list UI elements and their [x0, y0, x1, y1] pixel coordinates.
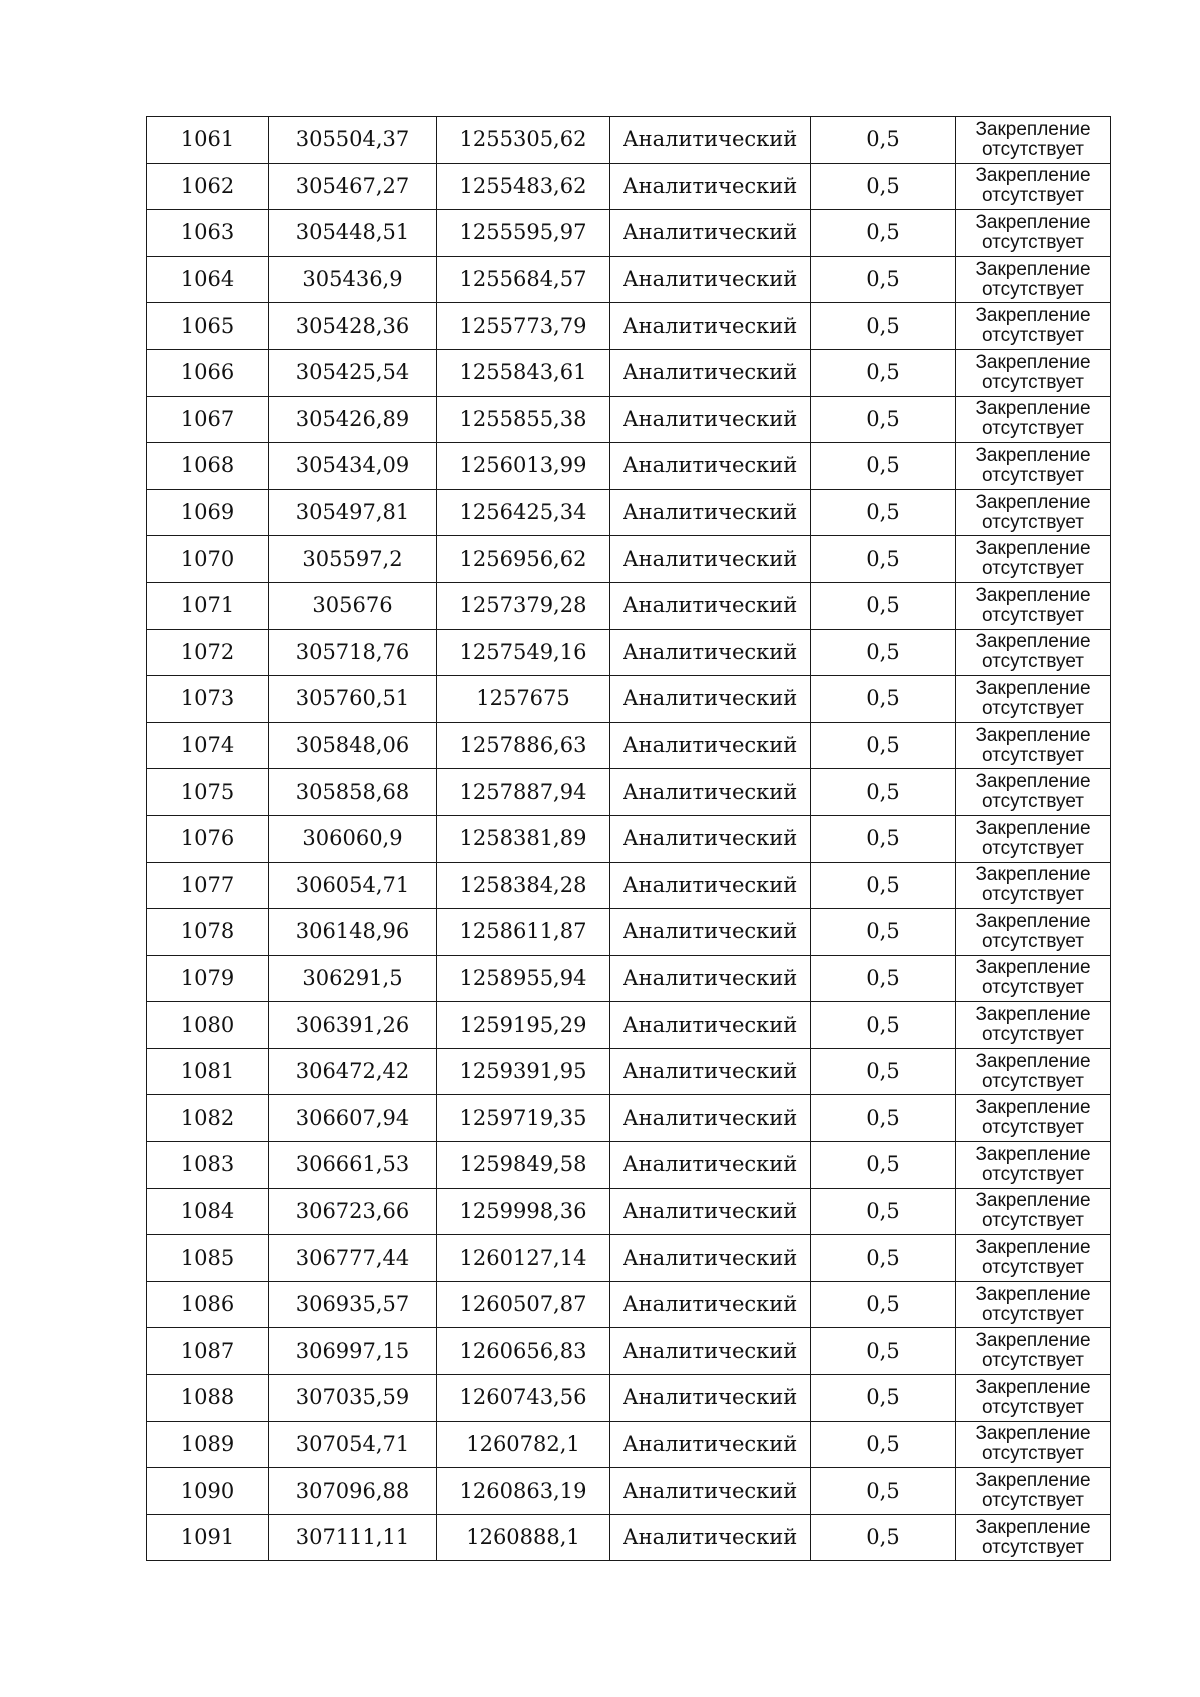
table-row	[147, 815, 1111, 862]
table-row	[147, 909, 1111, 956]
fixation-cell	[956, 396, 1111, 443]
point-number-cell: 1073	[147, 676, 269, 723]
table-row	[147, 676, 1111, 723]
fixation-text-line: отсутствует	[982, 371, 1084, 393]
table-row	[147, 117, 1111, 164]
method-cell: Аналитический	[610, 676, 811, 723]
point-number-cell: 1061	[147, 117, 269, 164]
fixation-text-line: Закрепление	[975, 258, 1091, 280]
table-row	[147, 1235, 1111, 1282]
point-number-cell: 1072	[147, 629, 269, 676]
x-coordinate-cell: 305504,37	[269, 117, 437, 164]
y-coordinate-cell: 1257379,28	[437, 582, 610, 629]
fixation-cell	[956, 303, 1111, 350]
point-number-cell: 1062	[147, 163, 269, 210]
method-cell: Аналитический	[610, 722, 811, 769]
fixation-text-line: отсутствует	[982, 1070, 1084, 1092]
fixation-cell	[956, 1328, 1111, 1375]
fixation-cell	[956, 117, 1111, 164]
table-row	[147, 303, 1111, 350]
table-row	[147, 629, 1111, 676]
x-coordinate-cell: 305858,68	[269, 769, 437, 816]
table-row	[147, 536, 1111, 583]
fixation-text-line: Закрепление	[975, 864, 1091, 886]
accuracy-cell: 0,5	[811, 1188, 956, 1235]
table-row	[147, 210, 1111, 257]
table-row	[147, 722, 1111, 769]
fixation-text-line: отсутствует	[982, 837, 1084, 859]
fixation-cell	[956, 1375, 1111, 1422]
y-coordinate-cell: 1260743,56	[437, 1375, 610, 1422]
accuracy-cell: 0,5	[811, 955, 956, 1002]
fixation-cell	[956, 1002, 1111, 1049]
table-row	[147, 1468, 1111, 1515]
y-coordinate-cell: 1258384,28	[437, 862, 610, 909]
fixation-text-line: Закрепление	[975, 1050, 1091, 1072]
fixation-cell	[956, 1095, 1111, 1142]
fixation-text-line: отсутствует	[982, 418, 1084, 440]
method-cell: Аналитический	[610, 1514, 811, 1561]
table-row	[147, 1142, 1111, 1189]
x-coordinate-cell: 305597,2	[269, 536, 437, 583]
point-number-cell: 1071	[147, 582, 269, 629]
fixation-text-line: отсутствует	[982, 558, 1084, 580]
method-cell: Аналитический	[610, 117, 811, 164]
fixation-text-line: отсутствует	[982, 278, 1084, 300]
fixation-text-line: отсутствует	[982, 138, 1084, 160]
method-cell: Аналитический	[610, 1468, 811, 1515]
y-coordinate-cell: 1256956,62	[437, 536, 610, 583]
y-coordinate-cell: 1259849,58	[437, 1142, 610, 1189]
document-page	[146, 116, 1110, 1561]
point-number-cell: 1087	[147, 1328, 269, 1375]
fixation-text-line: Закрепление	[975, 957, 1091, 979]
fixation-text-line: Закрепление	[975, 444, 1091, 466]
accuracy-cell: 0,5	[811, 1421, 956, 1468]
accuracy-cell: 0,5	[811, 769, 956, 816]
accuracy-cell: 0,5	[811, 1142, 956, 1189]
accuracy-cell: 0,5	[811, 489, 956, 536]
point-number-cell: 1067	[147, 396, 269, 443]
table-row	[147, 1095, 1111, 1142]
fixation-cell	[956, 443, 1111, 490]
y-coordinate-cell: 1255595,97	[437, 210, 610, 257]
y-coordinate-cell: 1260656,83	[437, 1328, 610, 1375]
method-cell: Аналитический	[610, 955, 811, 1002]
accuracy-cell: 0,5	[811, 256, 956, 303]
accuracy-cell: 0,5	[811, 1328, 956, 1375]
fixation-text-line: Закрепление	[975, 1423, 1091, 1445]
fixation-cell	[956, 722, 1111, 769]
y-coordinate-cell: 1257887,94	[437, 769, 610, 816]
fixation-cell	[956, 955, 1111, 1002]
y-coordinate-cell: 1260127,14	[437, 1235, 610, 1282]
method-cell: Аналитический	[610, 1188, 811, 1235]
fixation-text-line: отсутствует	[982, 604, 1084, 626]
method-cell: Аналитический	[610, 629, 811, 676]
y-coordinate-cell: 1258381,89	[437, 815, 610, 862]
fixation-cell	[956, 163, 1111, 210]
x-coordinate-cell: 306472,42	[269, 1048, 437, 1095]
table-row	[147, 1002, 1111, 1049]
method-cell: Аналитический	[610, 862, 811, 909]
y-coordinate-cell: 1259195,29	[437, 1002, 610, 1049]
fixation-text-line: отсутствует	[982, 1350, 1084, 1372]
point-number-cell: 1077	[147, 862, 269, 909]
fixation-cell	[956, 909, 1111, 956]
fixation-text-line: Закрепление	[975, 165, 1091, 187]
fixation-cell	[956, 815, 1111, 862]
method-cell: Аналитический	[610, 349, 811, 396]
accuracy-cell: 0,5	[811, 163, 956, 210]
x-coordinate-cell: 306997,15	[269, 1328, 437, 1375]
accuracy-cell: 0,5	[811, 582, 956, 629]
fixation-text-line: Закрепление	[975, 1283, 1091, 1305]
x-coordinate-cell: 306607,94	[269, 1095, 437, 1142]
point-number-cell: 1079	[147, 955, 269, 1002]
table-row	[147, 1421, 1111, 1468]
x-coordinate-cell: 305497,81	[269, 489, 437, 536]
point-number-cell: 1088	[147, 1375, 269, 1422]
x-coordinate-cell: 307054,71	[269, 1421, 437, 1468]
fixation-cell	[956, 582, 1111, 629]
fixation-cell	[956, 210, 1111, 257]
fixation-cell	[956, 1421, 1111, 1468]
accuracy-cell: 0,5	[811, 443, 956, 490]
point-number-cell: 1065	[147, 303, 269, 350]
x-coordinate-cell: 305467,27	[269, 163, 437, 210]
y-coordinate-cell: 1259719,35	[437, 1095, 610, 1142]
fixation-cell	[956, 1235, 1111, 1282]
point-number-cell: 1090	[147, 1468, 269, 1515]
x-coordinate-cell: 306935,57	[269, 1281, 437, 1328]
table-row	[147, 862, 1111, 909]
y-coordinate-cell: 1258955,94	[437, 955, 610, 1002]
fixation-text-line: Закрепление	[975, 1004, 1091, 1026]
fixation-text-line: отсутствует	[982, 1443, 1084, 1465]
method-cell: Аналитический	[610, 1048, 811, 1095]
table-row	[147, 443, 1111, 490]
accuracy-cell: 0,5	[811, 862, 956, 909]
coordinates-table	[146, 116, 1111, 1561]
y-coordinate-cell: 1260782,1	[437, 1421, 610, 1468]
accuracy-cell: 0,5	[811, 536, 956, 583]
fixation-text-line: отсутствует	[982, 1303, 1084, 1325]
point-number-cell: 1084	[147, 1188, 269, 1235]
y-coordinate-cell: 1257886,63	[437, 722, 610, 769]
fixation-text-line: отсутствует	[982, 325, 1084, 347]
fixation-text-line: отсутствует	[982, 185, 1084, 207]
fixation-text-line: Закрепление	[975, 771, 1091, 793]
accuracy-cell: 0,5	[811, 1514, 956, 1561]
table-row	[147, 582, 1111, 629]
y-coordinate-cell: 1255855,38	[437, 396, 610, 443]
point-number-cell: 1076	[147, 815, 269, 862]
fixation-text-line: отсутствует	[982, 977, 1084, 999]
fixation-text-line: Закрепление	[975, 631, 1091, 653]
point-number-cell: 1083	[147, 1142, 269, 1189]
y-coordinate-cell: 1260507,87	[437, 1281, 610, 1328]
fixation-cell	[956, 489, 1111, 536]
fixation-text-line: Закрепление	[975, 1190, 1091, 1212]
point-number-cell: 1074	[147, 722, 269, 769]
fixation-cell	[956, 769, 1111, 816]
fixation-text-line: Закрепление	[975, 118, 1091, 140]
fixation-cell	[956, 256, 1111, 303]
method-cell: Аналитический	[610, 1235, 811, 1282]
accuracy-cell: 0,5	[811, 1281, 956, 1328]
method-cell: Аналитический	[610, 909, 811, 956]
fixation-text-line: отсутствует	[982, 1536, 1084, 1558]
accuracy-cell: 0,5	[811, 815, 956, 862]
fixation-cell	[956, 1281, 1111, 1328]
fixation-text-line: Закрепление	[975, 677, 1091, 699]
point-number-cell: 1091	[147, 1514, 269, 1561]
accuracy-cell: 0,5	[811, 1095, 956, 1142]
table-row	[147, 396, 1111, 443]
accuracy-cell: 0,5	[811, 303, 956, 350]
table-row	[147, 163, 1111, 210]
fixation-text-line: отсутствует	[982, 1163, 1084, 1185]
coordinates-table-body	[147, 117, 1111, 1561]
x-coordinate-cell: 306391,26	[269, 1002, 437, 1049]
accuracy-cell: 0,5	[811, 349, 956, 396]
fixation-cell	[956, 1188, 1111, 1235]
y-coordinate-cell: 1256425,34	[437, 489, 610, 536]
table-row	[147, 1514, 1111, 1561]
fixation-text-line: Закрепление	[975, 351, 1091, 373]
point-number-cell: 1082	[147, 1095, 269, 1142]
y-coordinate-cell: 1255305,62	[437, 117, 610, 164]
fixation-text-line: Закрепление	[975, 817, 1091, 839]
x-coordinate-cell: 305426,89	[269, 396, 437, 443]
x-coordinate-cell: 306060,9	[269, 815, 437, 862]
fixation-text-line: отсутствует	[982, 651, 1084, 673]
fixation-text-line: Закрепление	[975, 491, 1091, 513]
fixation-text-line: отсутствует	[982, 1210, 1084, 1232]
point-number-cell: 1063	[147, 210, 269, 257]
y-coordinate-cell: 1258611,87	[437, 909, 610, 956]
fixation-text-line: отсутствует	[982, 1024, 1084, 1046]
fixation-text-line: Закрепление	[975, 1330, 1091, 1352]
accuracy-cell: 0,5	[811, 676, 956, 723]
x-coordinate-cell: 305848,06	[269, 722, 437, 769]
table-row	[147, 955, 1111, 1002]
fixation-cell	[956, 676, 1111, 723]
y-coordinate-cell: 1260888,1	[437, 1514, 610, 1561]
accuracy-cell: 0,5	[811, 210, 956, 257]
fixation-cell	[956, 629, 1111, 676]
fixation-text-line: отсутствует	[982, 1396, 1084, 1418]
table-row	[147, 349, 1111, 396]
fixation-text-line: Закрепление	[975, 1516, 1091, 1538]
method-cell: Аналитический	[610, 256, 811, 303]
method-cell: Аналитический	[610, 489, 811, 536]
y-coordinate-cell: 1255773,79	[437, 303, 610, 350]
method-cell: Аналитический	[610, 1095, 811, 1142]
point-number-cell: 1080	[147, 1002, 269, 1049]
accuracy-cell: 0,5	[811, 722, 956, 769]
accuracy-cell: 0,5	[811, 909, 956, 956]
point-number-cell: 1089	[147, 1421, 269, 1468]
fixation-text-line: Закрепление	[975, 1470, 1091, 1492]
y-coordinate-cell: 1256013,99	[437, 443, 610, 490]
y-coordinate-cell: 1257549,16	[437, 629, 610, 676]
fixation-cell	[956, 1142, 1111, 1189]
point-number-cell: 1064	[147, 256, 269, 303]
y-coordinate-cell: 1257675	[437, 676, 610, 723]
x-coordinate-cell: 306148,96	[269, 909, 437, 956]
table-row	[147, 769, 1111, 816]
accuracy-cell: 0,5	[811, 117, 956, 164]
fixation-text-line: отсутствует	[982, 231, 1084, 253]
point-number-cell: 1068	[147, 443, 269, 490]
fixation-text-line: отсутствует	[982, 744, 1084, 766]
fixation-text-line: Закрепление	[975, 584, 1091, 606]
fixation-text-line: отсутствует	[982, 884, 1084, 906]
method-cell: Аналитический	[610, 536, 811, 583]
method-cell: Аналитический	[610, 1281, 811, 1328]
fixation-cell	[956, 1048, 1111, 1095]
table-row	[147, 1048, 1111, 1095]
point-number-cell: 1066	[147, 349, 269, 396]
x-coordinate-cell: 306291,5	[269, 955, 437, 1002]
fixation-cell	[956, 349, 1111, 396]
point-number-cell: 1075	[147, 769, 269, 816]
table-row	[147, 256, 1111, 303]
y-coordinate-cell: 1255843,61	[437, 349, 610, 396]
x-coordinate-cell: 306723,66	[269, 1188, 437, 1235]
x-coordinate-cell: 305436,9	[269, 256, 437, 303]
fixation-cell	[956, 1514, 1111, 1561]
y-coordinate-cell: 1259998,36	[437, 1188, 610, 1235]
x-coordinate-cell: 307111,11	[269, 1514, 437, 1561]
method-cell: Аналитический	[610, 1421, 811, 1468]
table-row	[147, 489, 1111, 536]
fixation-text-line: отсутствует	[982, 1117, 1084, 1139]
accuracy-cell: 0,5	[811, 1375, 956, 1422]
point-number-cell: 1086	[147, 1281, 269, 1328]
accuracy-cell: 0,5	[811, 1235, 956, 1282]
point-number-cell: 1069	[147, 489, 269, 536]
point-number-cell: 1070	[147, 536, 269, 583]
x-coordinate-cell: 305428,36	[269, 303, 437, 350]
point-number-cell: 1081	[147, 1048, 269, 1095]
method-cell: Аналитический	[610, 815, 811, 862]
y-coordinate-cell: 1255483,62	[437, 163, 610, 210]
x-coordinate-cell: 306777,44	[269, 1235, 437, 1282]
y-coordinate-cell: 1260863,19	[437, 1468, 610, 1515]
method-cell: Аналитический	[610, 1328, 811, 1375]
accuracy-cell: 0,5	[811, 1468, 956, 1515]
accuracy-cell: 0,5	[811, 629, 956, 676]
fixation-text-line: отсутствует	[982, 1490, 1084, 1512]
fixation-text-line: отсутствует	[982, 464, 1084, 486]
table-row	[147, 1328, 1111, 1375]
accuracy-cell: 0,5	[811, 1048, 956, 1095]
point-number-cell: 1085	[147, 1235, 269, 1282]
fixation-text-line: Закрепление	[975, 724, 1091, 746]
x-coordinate-cell: 305676	[269, 582, 437, 629]
table-row	[147, 1188, 1111, 1235]
x-coordinate-cell: 307096,88	[269, 1468, 437, 1515]
x-coordinate-cell: 305718,76	[269, 629, 437, 676]
x-coordinate-cell: 307035,59	[269, 1375, 437, 1422]
accuracy-cell: 0,5	[811, 1002, 956, 1049]
fixation-text-line: Закрепление	[975, 211, 1091, 233]
fixation-text-line: отсутствует	[982, 697, 1084, 719]
method-cell: Аналитический	[610, 582, 811, 629]
method-cell: Аналитический	[610, 396, 811, 443]
method-cell: Аналитический	[610, 303, 811, 350]
fixation-text-line: Закрепление	[975, 910, 1091, 932]
fixation-text-line: Закрепление	[975, 398, 1091, 420]
y-coordinate-cell: 1259391,95	[437, 1048, 610, 1095]
fixation-text-line: Закрепление	[975, 1097, 1091, 1119]
x-coordinate-cell: 305425,54	[269, 349, 437, 396]
fixation-text-line: Закрепление	[975, 1376, 1091, 1398]
fixation-text-line: отсутствует	[982, 791, 1084, 813]
fixation-text-line: Закрепление	[975, 538, 1091, 560]
y-coordinate-cell: 1255684,57	[437, 256, 610, 303]
point-number-cell: 1078	[147, 909, 269, 956]
fixation-text-line: отсутствует	[982, 1257, 1084, 1279]
method-cell: Аналитический	[610, 210, 811, 257]
method-cell: Аналитический	[610, 769, 811, 816]
method-cell: Аналитический	[610, 1002, 811, 1049]
x-coordinate-cell: 305434,09	[269, 443, 437, 490]
method-cell: Аналитический	[610, 443, 811, 490]
x-coordinate-cell: 305448,51	[269, 210, 437, 257]
method-cell: Аналитический	[610, 1375, 811, 1422]
table-row	[147, 1281, 1111, 1328]
fixation-text-line: Закрепление	[975, 1237, 1091, 1259]
x-coordinate-cell: 306054,71	[269, 862, 437, 909]
x-coordinate-cell: 305760,51	[269, 676, 437, 723]
fixation-text-line: Закрепление	[975, 305, 1091, 327]
table-row	[147, 1375, 1111, 1422]
method-cell: Аналитический	[610, 1142, 811, 1189]
fixation-cell	[956, 536, 1111, 583]
fixation-text-line: отсутствует	[982, 511, 1084, 533]
fixation-cell	[956, 1468, 1111, 1515]
fixation-cell	[956, 862, 1111, 909]
fixation-text-line: Закрепление	[975, 1143, 1091, 1165]
x-coordinate-cell: 306661,53	[269, 1142, 437, 1189]
accuracy-cell: 0,5	[811, 396, 956, 443]
method-cell: Аналитический	[610, 163, 811, 210]
fixation-text-line: отсутствует	[982, 930, 1084, 952]
